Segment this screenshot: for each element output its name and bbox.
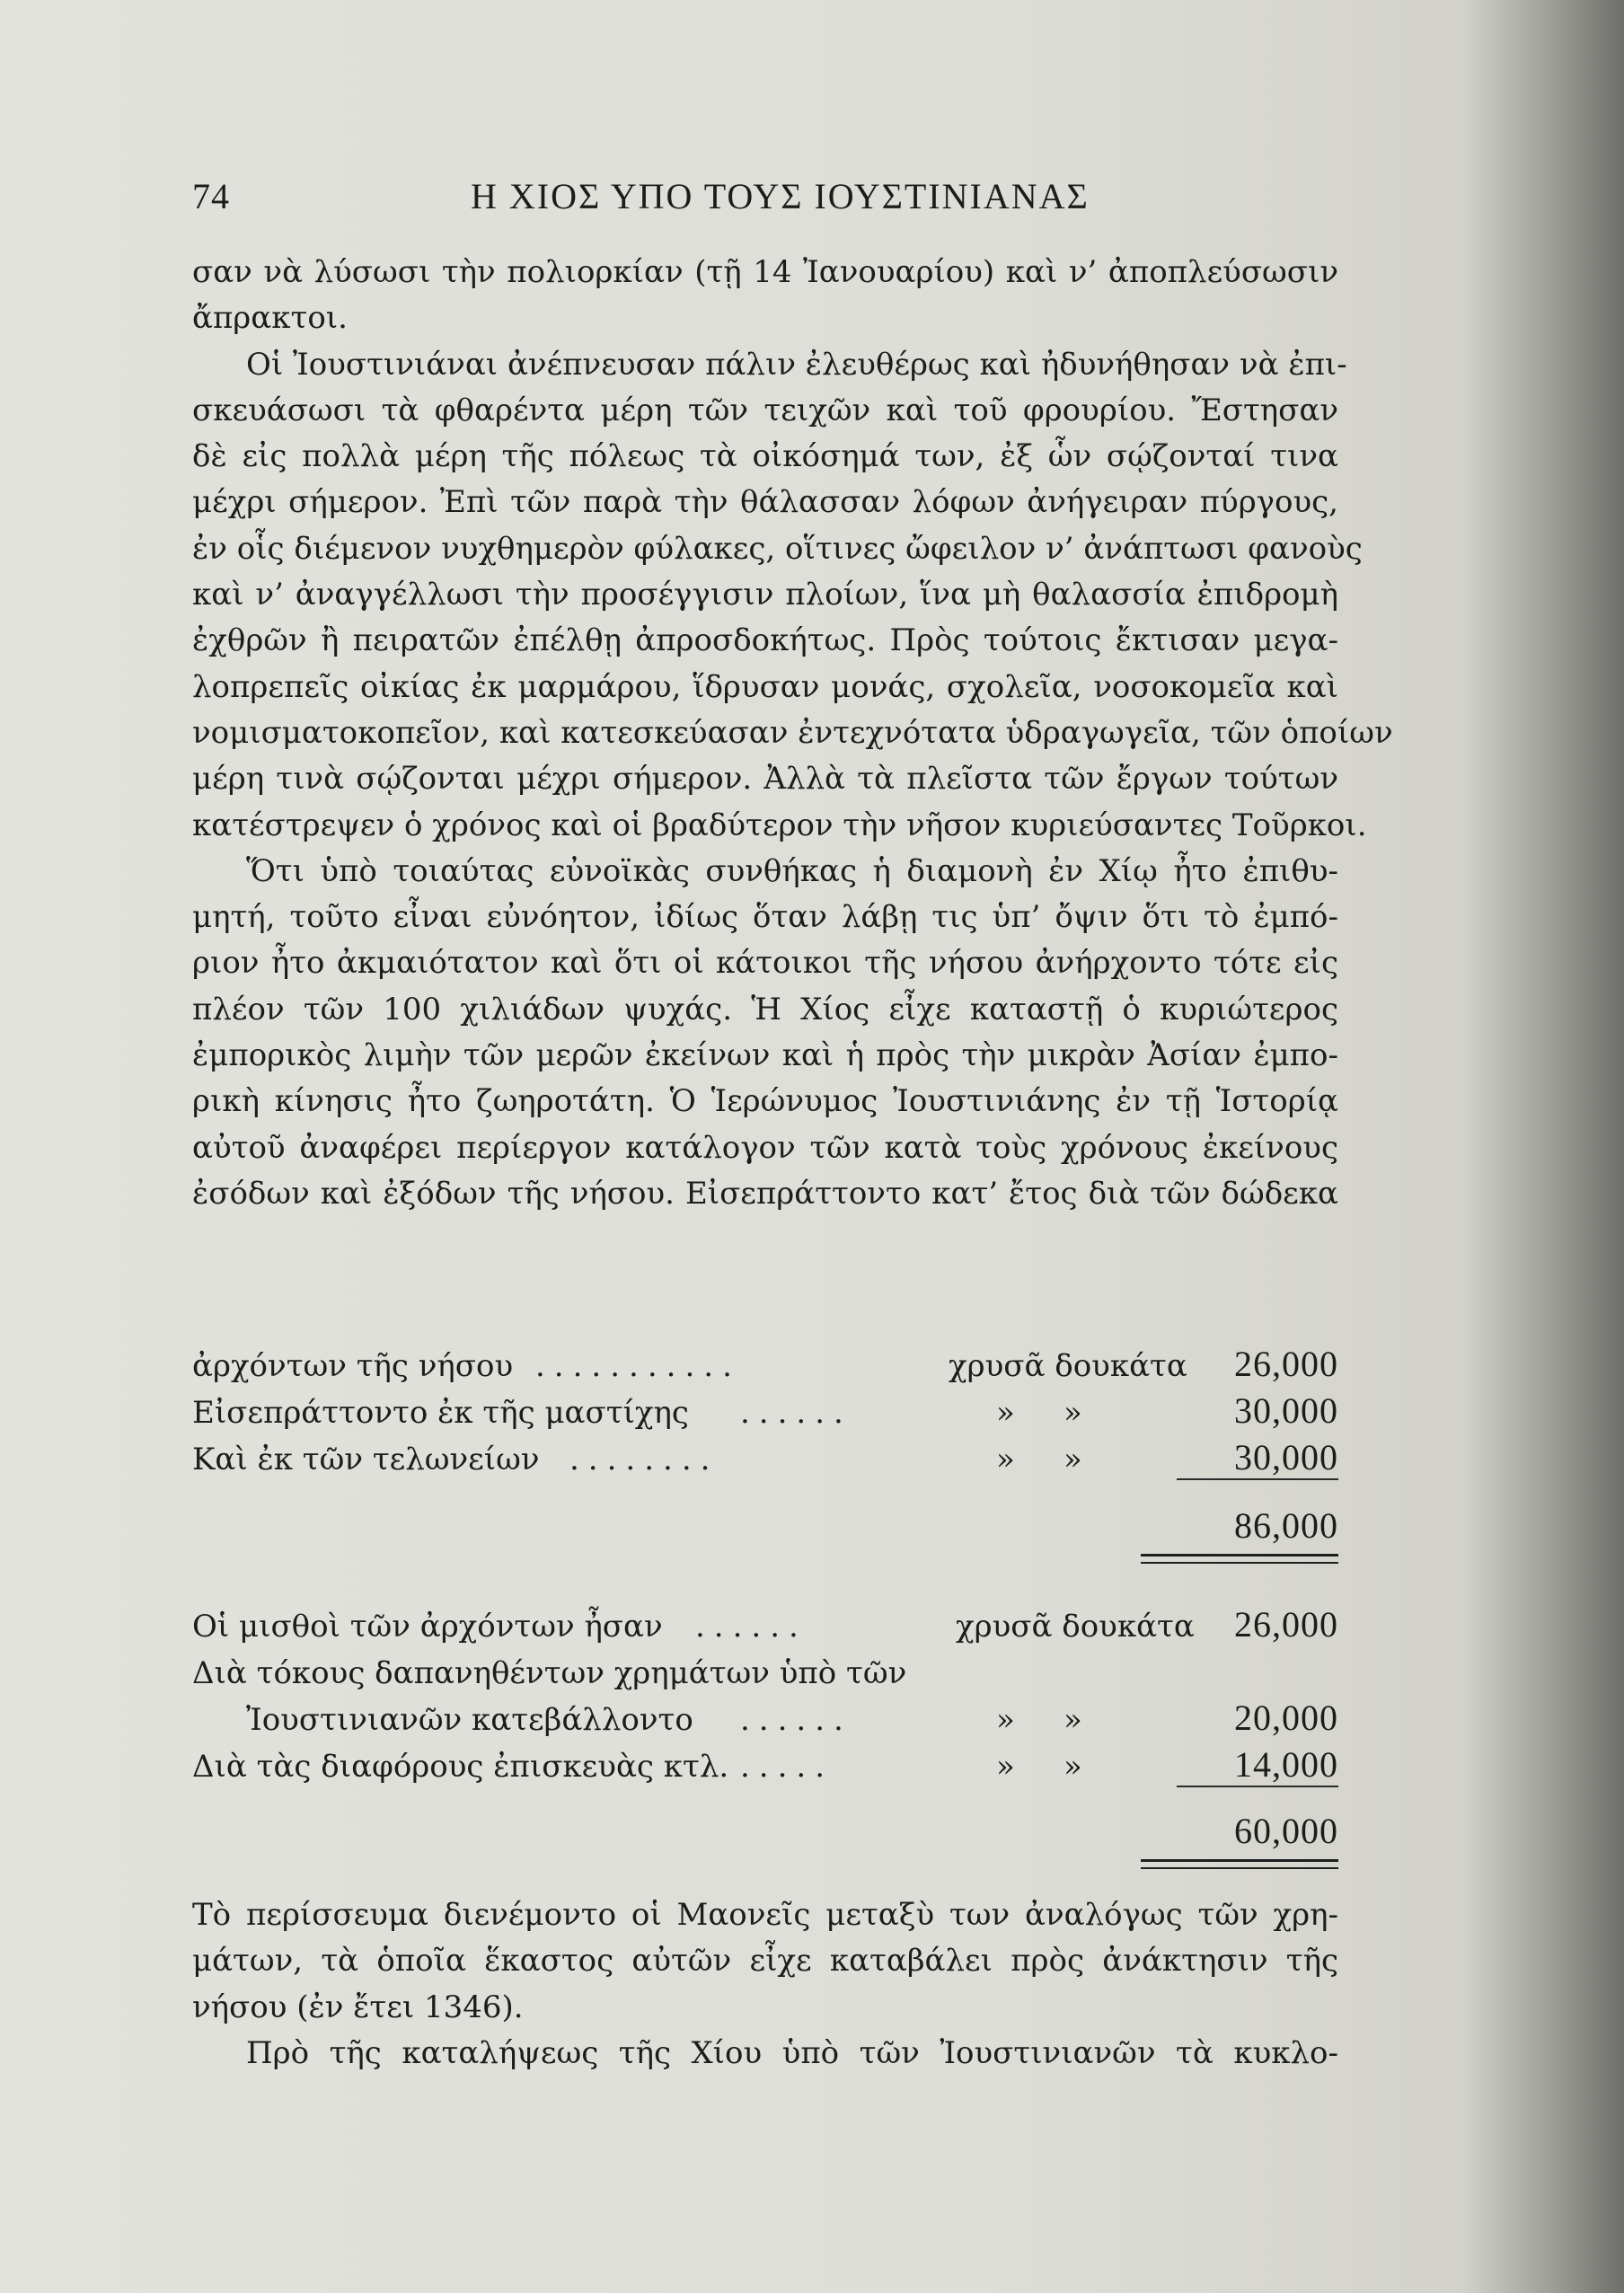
expenses-ledger bbox=[192, 1603, 1338, 1851]
currency-label: χρυσᾶ δουκάτα bbox=[956, 1609, 1195, 1645]
text-line: ρικὴ κίνησις ἦτο ζωηροτάτη. Ὁ Ἱερώνυμος Ἰουστινιάνης ἐν τῇ Ἱστορίᾳ bbox=[192, 1083, 1338, 1120]
expenses-total: 60,000 bbox=[1234, 1811, 1338, 1851]
ditto-mark: » bbox=[1064, 1749, 1082, 1785]
text-line: μητή, τοῦτο εἶναι εὐνόητον, ἰδίως ὅταν λάβῃ τις ὑπ’ ὄψιν ὅτι τὸ ἐμπό- bbox=[192, 899, 1338, 936]
text-line: νήσου (ἐν ἔτει 1346). bbox=[192, 1989, 524, 2025]
ledger-amount: 20,000 bbox=[1234, 1698, 1338, 1738]
running-title: Η ΧΙΟΣ ΥΠΟ ΤΟΥΣ ΙΟΥΣΤΙΝΙΑΝΑΣ bbox=[471, 176, 1090, 216]
leader-dots: ..... bbox=[740, 1749, 834, 1785]
ledger-amount: 14,000 bbox=[1177, 1743, 1338, 1787]
text-line: δὲ εἰς πολλὰ μέρη τῆς πόλεως τὰ οἰκόσημά των, ἐξ ὧν σῴζονταί τινα bbox=[192, 438, 1338, 475]
text-line: λοπρεπεῖς οἰκίας ἐκ μαρμάρου, ἵδρυσαν μονάς, σχολεῖα, νοσοκομεῖα καὶ bbox=[192, 668, 1338, 705]
ledger-row bbox=[192, 1650, 1338, 1697]
text-line: σκευάσωσι τὰ φθαρέντα μέρη τῶν τειχῶν καὶ τοῦ φρουρίου. Ἔστησαν bbox=[192, 392, 1338, 428]
ditto-mark: » bbox=[1064, 1395, 1082, 1431]
double-rule bbox=[1141, 1554, 1338, 1564]
text-line: Πρὸ τῆς καταλήψεως τῆς Χίου ὑπὸ τῶν Ἰουστινιανῶν τὰ κυκλο- bbox=[246, 2034, 1338, 2071]
ledger-label: Διὰ τόκους δαπανηθέντων χρημάτων ὑπὸ τῶν bbox=[192, 1655, 907, 1691]
text-line: Ὅτι ὑπὸ τοιαύτας εὐνοϊκὰς συνθήκας ἡ διαμονὴ ἐν Χίῳ ἦτο ἐπιθυ- bbox=[246, 852, 1338, 889]
double-rule bbox=[1141, 1859, 1338, 1869]
ditto-mark: » bbox=[1064, 1442, 1082, 1477]
ledger-amount: 30,000 bbox=[1234, 1390, 1338, 1431]
text-line: ριον ἦτο ἀκμαιότατον καὶ ὅτι οἱ κάτοικοι τῆς νήσου ἀνήρχοντο τότε εἰς bbox=[192, 945, 1338, 982]
revenue-total: 86,000 bbox=[1234, 1505, 1338, 1546]
text-line: μάτων, τὰ ὁποῖα ἕκαστος αὐτῶν εἶχε καταβάλει πρὸς ἀνάκτησιν τῆς bbox=[192, 1943, 1338, 1980]
ledger-row bbox=[192, 1743, 1338, 1790]
ledger-label: Ἰουστινιανῶν κατεβάλλοντο bbox=[246, 1702, 693, 1738]
ditto-mark: » bbox=[996, 1395, 1015, 1431]
ledger-row bbox=[192, 1343, 1338, 1389]
text-line: καὶ ν’ ἀναγγέλλωσι τὴν προσέγγισιν πλοίων, ἵνα μὴ θαλασσία ἐπιδρομὴ bbox=[192, 577, 1338, 613]
text-line: ἐσόδων καὶ ἐξόδων τῆς νήσου. Εἰσεπράττοντο κατ’ ἔτος διὰ τῶν δώδεκα bbox=[192, 1175, 1338, 1212]
ledger-label: Εἰσεπράττοντο ἐκ τῆς μαστίχης bbox=[192, 1395, 689, 1431]
text-line: ἐν οἷς διέμενον νυχθημερὸν φύλακες, οἵτινες ὤφειλον ν’ ἀνάπτωσι φανοὺς bbox=[192, 530, 1363, 567]
ledger-label: Διὰ τὰς διαφόρους ἐπισκευὰς κτλ. bbox=[192, 1749, 729, 1785]
text-line: κατέστρεψεν ὁ χρόνος καὶ οἱ βραδύτερον τὴν νῆσον κυριεύσαντες Τοῦρκοι. bbox=[192, 807, 1367, 843]
ledger-row bbox=[192, 1389, 1338, 1436]
text-line: ἐχθρῶν ἢ πειρατῶν ἐπέλθῃ ἀπροσδοκήτως. Πρὸς τούτοις ἔκτισαν μεγα- bbox=[192, 622, 1338, 659]
text-line: πλέον τῶν 100 χιλιάδων ψυχάς. Ἡ Χίος εἶχε καταστῇ ὁ κυριώτερος bbox=[192, 991, 1338, 1027]
revenue-ledger bbox=[192, 1343, 1338, 1546]
ledger-label: ἀρχόντων τῆς νήσου bbox=[192, 1348, 514, 1384]
page-number: 74 bbox=[192, 176, 230, 216]
ledger-row bbox=[192, 1436, 1338, 1483]
text-line: ἄπρακτοι. bbox=[192, 300, 348, 337]
currency-label: χρυσᾶ δουκάτα bbox=[949, 1348, 1187, 1384]
body-text bbox=[192, 250, 1393, 1217]
closing-text bbox=[192, 1891, 1338, 2075]
ledger-amount: 26,000 bbox=[1234, 1604, 1338, 1645]
text-line: μέχρι σήμερον. Ἐπὶ τῶν παρὰ τὴν θάλασσαν λόφων ἀνήγειραν πύργους, bbox=[192, 484, 1338, 521]
ditto-mark: » bbox=[996, 1749, 1015, 1785]
ditto-mark: » bbox=[1064, 1702, 1082, 1738]
page-header bbox=[192, 175, 1099, 229]
ledger-label: Οἱ μισθοὶ τῶν ἀρχόντων ἦσαν bbox=[192, 1609, 663, 1645]
leader-dots: ...... bbox=[695, 1609, 808, 1645]
leader-dots: ...... bbox=[740, 1395, 852, 1431]
leader-dots: ...... bbox=[740, 1702, 852, 1738]
ditto-mark: » bbox=[996, 1442, 1015, 1477]
text-line: σαν νὰ λύσωσι τὴν πολιορκίαν (τῇ 14 Ἰανουαρίου) καὶ ν’ ἀποπλεύσωσιν bbox=[192, 254, 1338, 290]
text-line: νομισματοκοπεῖον, καὶ κατεσκεύασαν ἐντεχνότατα ὑδραγωγεῖα, τῶν ὁποίων bbox=[192, 714, 1393, 751]
ledger-label: Καὶ ἐκ τῶν τελωνείων bbox=[192, 1442, 540, 1477]
ledger-row bbox=[192, 1697, 1338, 1743]
ledger-amount: 26,000 bbox=[1234, 1344, 1338, 1384]
ledger-amount: 30,000 bbox=[1177, 1436, 1338, 1480]
ledger-row bbox=[192, 1603, 1338, 1650]
text-line: Οἱ Ἰουστινιάναι ἀνέπνευσαν πάλιν ἐλευθέρως καὶ ἠδυνήθησαν νὰ ἐπι- bbox=[246, 346, 1347, 383]
text-line: μέρη τινὰ σῴζονται μέχρι σήμερον. Ἀλλὰ τὰ πλεῖστα τῶν ἔργων τούτων bbox=[192, 761, 1338, 798]
text-line: ἐμπορικὸς λιμὴν τῶν μερῶν ἐκείνων καὶ ἡ πρὸς τὴν μικρὰν Ἀσίαν ἐμπο- bbox=[192, 1037, 1338, 1074]
leader-dots: ........... bbox=[535, 1348, 741, 1384]
text-line: Τὸ περίσσευμα διενέμοντο οἱ Μαονεῖς μεταξὺ των ἀναλόγως τῶν χρη- bbox=[192, 1897, 1338, 1933]
leader-dots: ........ bbox=[569, 1442, 719, 1477]
text-line: αὐτοῦ ἀναφέρει περίεργον κατάλογον τῶν κατὰ τοὺς χρόνους ἐκείνους bbox=[192, 1129, 1338, 1166]
ditto-mark: » bbox=[996, 1702, 1015, 1738]
